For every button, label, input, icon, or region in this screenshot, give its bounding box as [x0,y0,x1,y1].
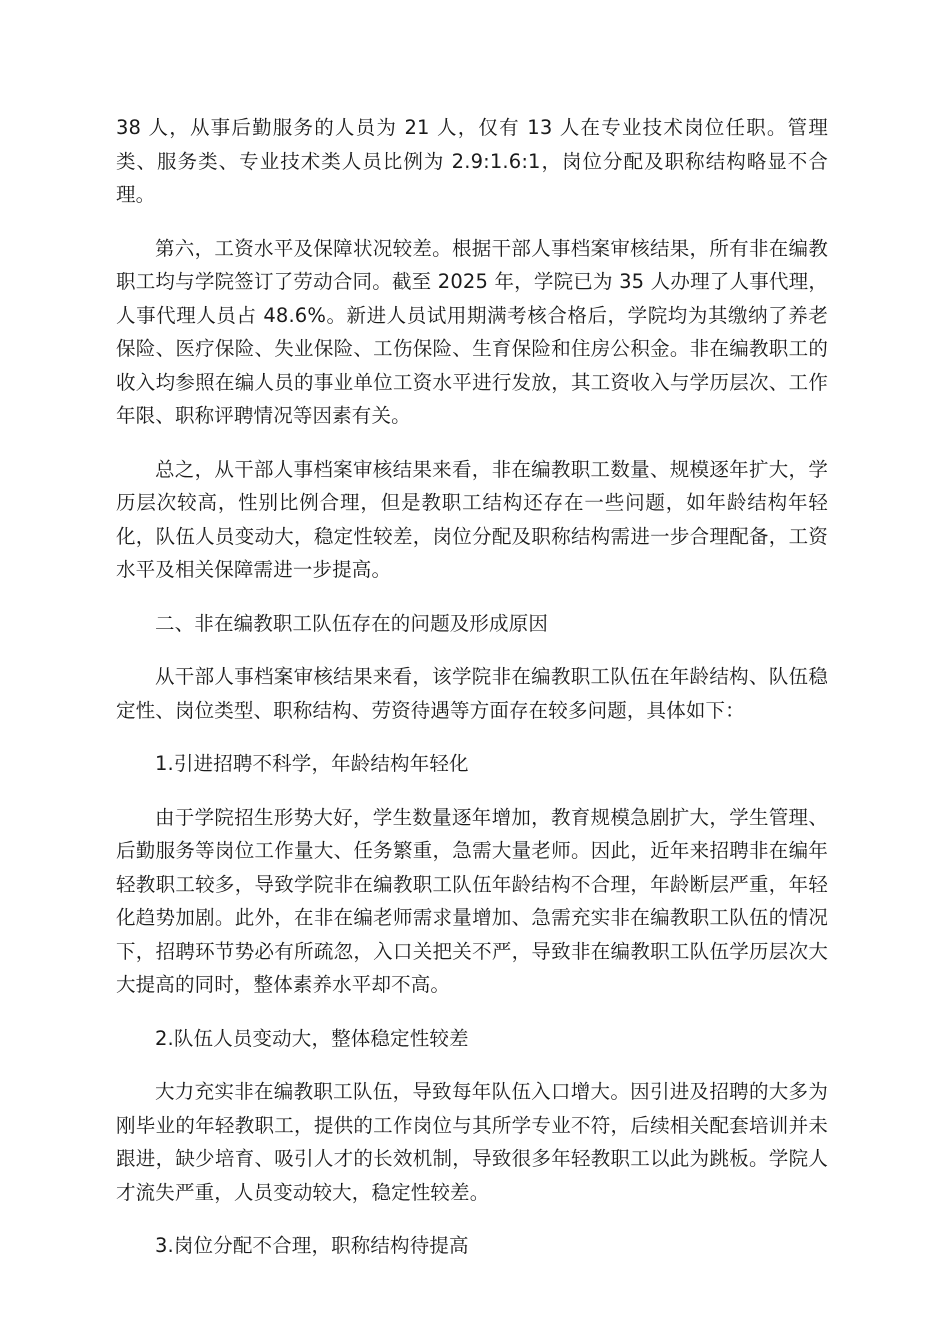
paragraph-recruitment: 由于学院招生形势大好，学生数量逐年增加，教育规模急剧扩大，学生管理、后勤服务等岗位工作量大、任务繁重，急需大量老师。因此，近年来招聘非在编年轻教职工较多，导致学院非在编教职工队伍年龄结构不合理，年龄断层严重，年轻化趋势加剧。此外，在非在编老师需求量增加、急需充实非在编教职工队伍的情况下，招聘环节势必有所疏忽，入口关把关不严，导致非在编教职工队伍学历层次大大提高的同时，整体素养水平却不高。 [116,805,828,996]
paragraph-summary: 总之，从干部人事档案审核结果来看，非在编教职工数量、规模逐年扩大，学历层次较高，性别比例合理，但是教职工结构还存在一些问题，如年龄结构年轻化，队伍人员变动大，稳定性较差，岗位分配及职称结构需进一步合理配备，工资水平及相关保障需进一步提高。 [116,457,828,581]
paragraph-stability: 大力充实非在编教职工队伍，导致每年队伍入口增大。因引进及招聘的大多为刚毕业的年轻教职工，提供的工作岗位与其所学专业不符，后续相关配套培训并未跟进，缺少培育、吸引人才的长效机制，导致很多年轻教职工以此为跳板。学院人才流失严重，人员变动较大，稳定性较差。 [116,1080,828,1204]
subheading-recruitment: 1.引进招聘不科学，年龄结构年轻化 [155,752,469,775]
section-heading-problems: 二、非在编教职工队伍存在的问题及形成原因 [155,611,549,635]
document-page [116,111,828,1283]
paragraph-problems-intro: 从干部人事档案审核结果来看，该学院非在编教职工队伍在年龄结构、队伍稳定性、岗位类型、职称结构、劳资待遇等方面存在较多问题，具体如下： [116,665,828,722]
subheading-stability: 2.队伍人员变动大，整体稳定性较差 [155,1026,469,1050]
paragraph-staff-ratio: 38 人，从事后勤服务的人员为 21 人，仅有 13 人在专业技术岗位任职。管理类、服务类、专业技术类人员比例为 2.9:1.6:1，岗位分配及职称结构略显不合理。 [116,116,828,206]
subheading-position-allocation: 3.岗位分配不合理，职称结构待提高 [155,1234,469,1257]
paragraph-salary-security: 第六，工资水平及保障状况较差。根据干部人事档案审核结果，所有非在编教职工均与学院签订了劳动合同。截至 2025 年，学院已为 35 人办理了人事代理，人事代理人员占 48.6%。新进人员试用期满考核合格后，学院均为其缴纳了养老保险、医疗保险、失业保险、工伤保险、生育保险和住房公积金。非在编教职工的收入均参照在编人员的事业单位工资水平进行发放，其工资收入与学历层次、工作年限、职称评聘情况等因素有关。 [116,236,828,427]
